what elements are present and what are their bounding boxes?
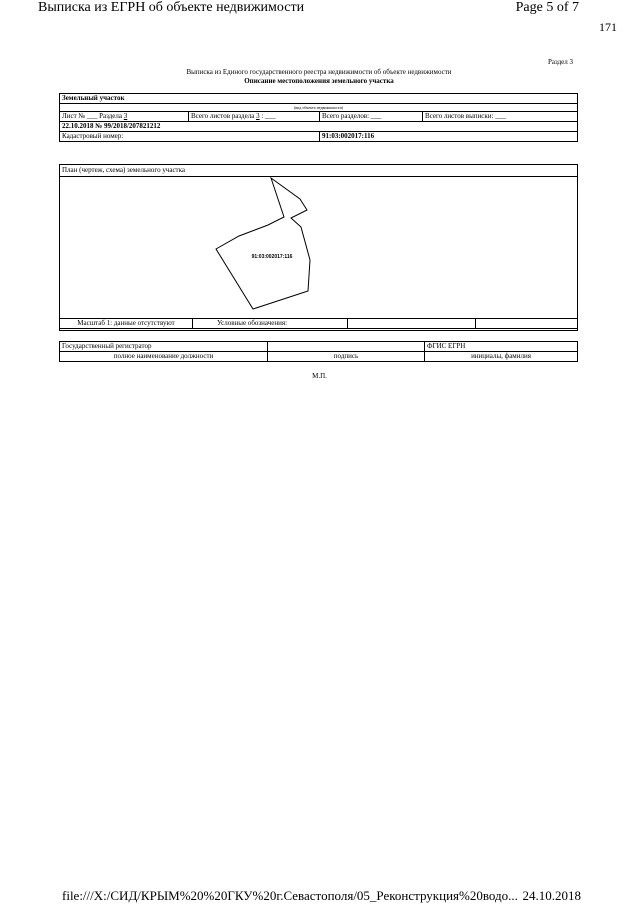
plan-title: План (чертеж, схема) земельного участка bbox=[62, 166, 186, 174]
stamp-place-label: М.П. bbox=[312, 372, 327, 380]
signature-table bbox=[59, 341, 578, 362]
plan-box bbox=[59, 164, 578, 331]
cadastral-label: Кадастровый номер: bbox=[60, 132, 320, 142]
legend-blank-1 bbox=[348, 319, 476, 329]
date-number: 22.10.2018 № 99/2018/207821212 bbox=[60, 122, 578, 132]
total-sections-cell: Всего разделов: ___ bbox=[320, 112, 423, 122]
parcel-polygon bbox=[216, 178, 310, 309]
total-sheets-extract-cell: Всего листов выписки: ___ bbox=[423, 112, 578, 122]
sheet-number-label: Лист № ___ Раздела bbox=[62, 112, 122, 120]
registrar-label: Государственный регистратор bbox=[60, 342, 268, 352]
total-sheets-section-value: 3 bbox=[256, 112, 260, 120]
object-type: Земельный участок bbox=[60, 94, 578, 104]
page-number: 171 bbox=[599, 20, 617, 34]
document-title-line1: Выписка из Единого государственного реестра недвижимости об объекте недвижимости bbox=[186, 68, 452, 76]
name-caption: инициалы, фамилия bbox=[425, 352, 578, 362]
footer-file-path: file:///X:/СИД/КРЫМ%20%20ГКУ%20г.Севастополя/05_Реконструкция%20водо... bbox=[62, 888, 518, 903]
parcel-label: 91:03:002017:116 bbox=[251, 254, 293, 260]
signature-caption: подпись bbox=[268, 352, 425, 362]
total-sheets-section-label: Всего листов раздела bbox=[191, 112, 255, 120]
position-caption: полное наименование должности bbox=[60, 352, 268, 362]
legend-blank-2 bbox=[476, 319, 578, 329]
parcel-drawing bbox=[60, 165, 579, 332]
org-label: ФГИС ЕГРН bbox=[425, 342, 578, 352]
section-label: Раздел 3 bbox=[547, 58, 573, 66]
footer-date: 24.10.2018 bbox=[522, 888, 581, 903]
document-title-line2: Описание местоположения земельного участка bbox=[244, 77, 394, 85]
object-type-caption: (вид объекта недвижимости) bbox=[60, 104, 578, 112]
document-title bbox=[60, 68, 578, 86]
section-number: 3 bbox=[123, 112, 128, 120]
legend-cell: Условные обозначения: bbox=[193, 319, 348, 329]
cadastral-value: 91:03:002017:116 bbox=[320, 132, 578, 142]
header-page-indicator: Page 5 of 7 bbox=[515, 0, 579, 15]
header-table bbox=[59, 93, 578, 142]
plan-footer-table bbox=[59, 318, 578, 329]
total-sheets-section-cell: Всего листов раздела 3 : ___ bbox=[189, 112, 320, 122]
signature-blank bbox=[268, 342, 425, 352]
scale-cell: Масштаб 1: данные отсутствуют bbox=[60, 319, 193, 329]
sheet-number-cell bbox=[60, 112, 189, 122]
header-title: Выписка из ЕГРН об объекте недвижимости bbox=[38, 0, 305, 15]
